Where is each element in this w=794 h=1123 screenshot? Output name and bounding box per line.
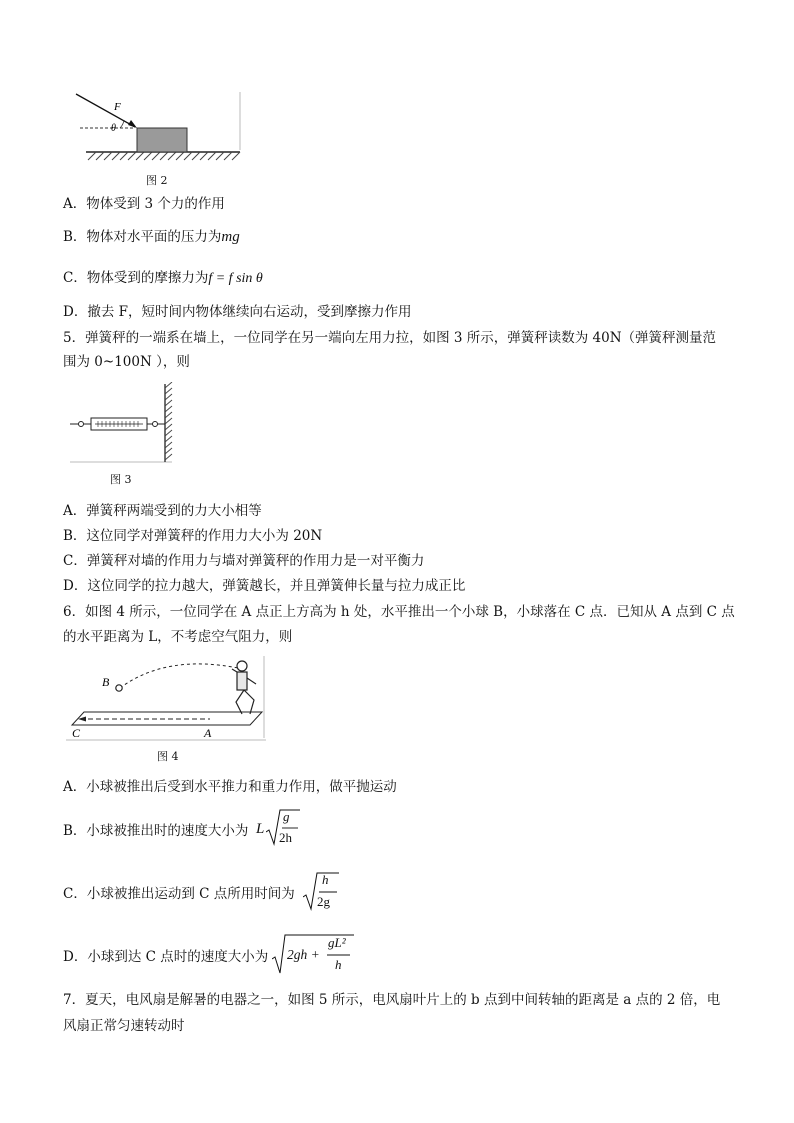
q5-option-c: C．弹簧秤对墙的作用力与墙对弹簧秤的作用力是一对平衡力: [63, 553, 425, 569]
q6-stem-line1: 6．如图 4 所示，一位同学在 A 点正上方高为 h 处，水平推出一个小球 B，小球落在 C 点．已知从 A 点到 C 点: [63, 604, 735, 620]
figure-4-caption: 图 4: [157, 750, 179, 763]
figure-2-caption: 图 2: [146, 174, 168, 187]
q4-option-a: A．物体受到 3 个力的作用: [63, 196, 225, 212]
q7-stem-line2: 风扇正常匀速转动时: [63, 1018, 185, 1034]
q6-option-c: C．小球被推出运动到 C 点所用时间为: [63, 886, 295, 902]
figure-3: [66, 382, 178, 464]
q6-option-d: D．小球到达 C 点时的速度大小为: [63, 949, 269, 965]
trajectory: [120, 664, 238, 688]
figure-3-caption: 图 3: [110, 473, 132, 486]
q6-option-a: A．小球被推出后受到水平推力和重力作用，做平抛运动: [63, 779, 397, 795]
q7-stem-line1: 7．夏天，电风扇是解暑的电器之一，如图 5 所示，电风扇叶片上的 b 点到中间转轴的距离是 a 点的 2 倍，电: [63, 992, 721, 1008]
q6-stem-line2: 的水平距离为 L，不考虑空气阻力，则: [63, 629, 293, 645]
q5-stem-line2: 围为 0~100N ），则: [63, 354, 190, 370]
ball-B: [116, 685, 122, 691]
q4-option-d: D．撤去 F，短时间内物体继续向右运动，受到摩擦力作用: [63, 304, 412, 320]
label-theta: θ: [111, 123, 116, 134]
label-B: B: [102, 675, 110, 689]
q5-option-b: B．这位同学对弹簧秤的作用力大小为 20N: [63, 528, 323, 544]
q4-option-c-text: C．物体受到的摩擦力为: [63, 270, 209, 286]
label-A: A: [204, 726, 212, 740]
figure-4: [66, 656, 268, 742]
q6-option-b-L: L: [256, 821, 265, 837]
student-figure: [232, 661, 256, 714]
q4-option-b-expr: mg: [221, 229, 240, 245]
q6-option-c-num: h: [322, 872, 329, 887]
q6-option-d-num: gL²: [328, 935, 346, 950]
q4-option-c-expr: f = f sin θ: [208, 271, 263, 286]
q4-option-b: [63, 228, 240, 246]
q6-option-d-left: 2gh +: [287, 947, 320, 962]
q6-option-b-num: g: [283, 809, 290, 824]
q5-option-a: A．弹簧秤两端受到的力大小相等: [63, 503, 262, 519]
q5-stem-line1: 5．弹簧秤的一端系在墙上，一位同学在另一端向左用力拉，如图 3 所示，弹簧秤读数为 40N（弹簧秤测量范: [63, 330, 717, 346]
label-F: F: [114, 101, 121, 113]
q6-option-b: B．小球被推出时的速度大小为: [63, 823, 249, 839]
q6-option-c-den: 2g: [317, 894, 330, 909]
q6-option-d-den: h: [335, 957, 342, 972]
figure-2: [74, 92, 244, 167]
label-C: C: [72, 726, 81, 740]
q5-option-d: D．这位同学的拉力越大，弹簧越长，并且弹簧伸长量与拉力成正比: [63, 578, 466, 594]
q4-option-b-text: B．物体对水平面的压力为: [63, 229, 222, 245]
q6-option-b-den: 2h: [279, 830, 292, 845]
force-arrow: [76, 94, 135, 127]
q4-option-c: [63, 269, 263, 288]
block: [137, 128, 187, 152]
